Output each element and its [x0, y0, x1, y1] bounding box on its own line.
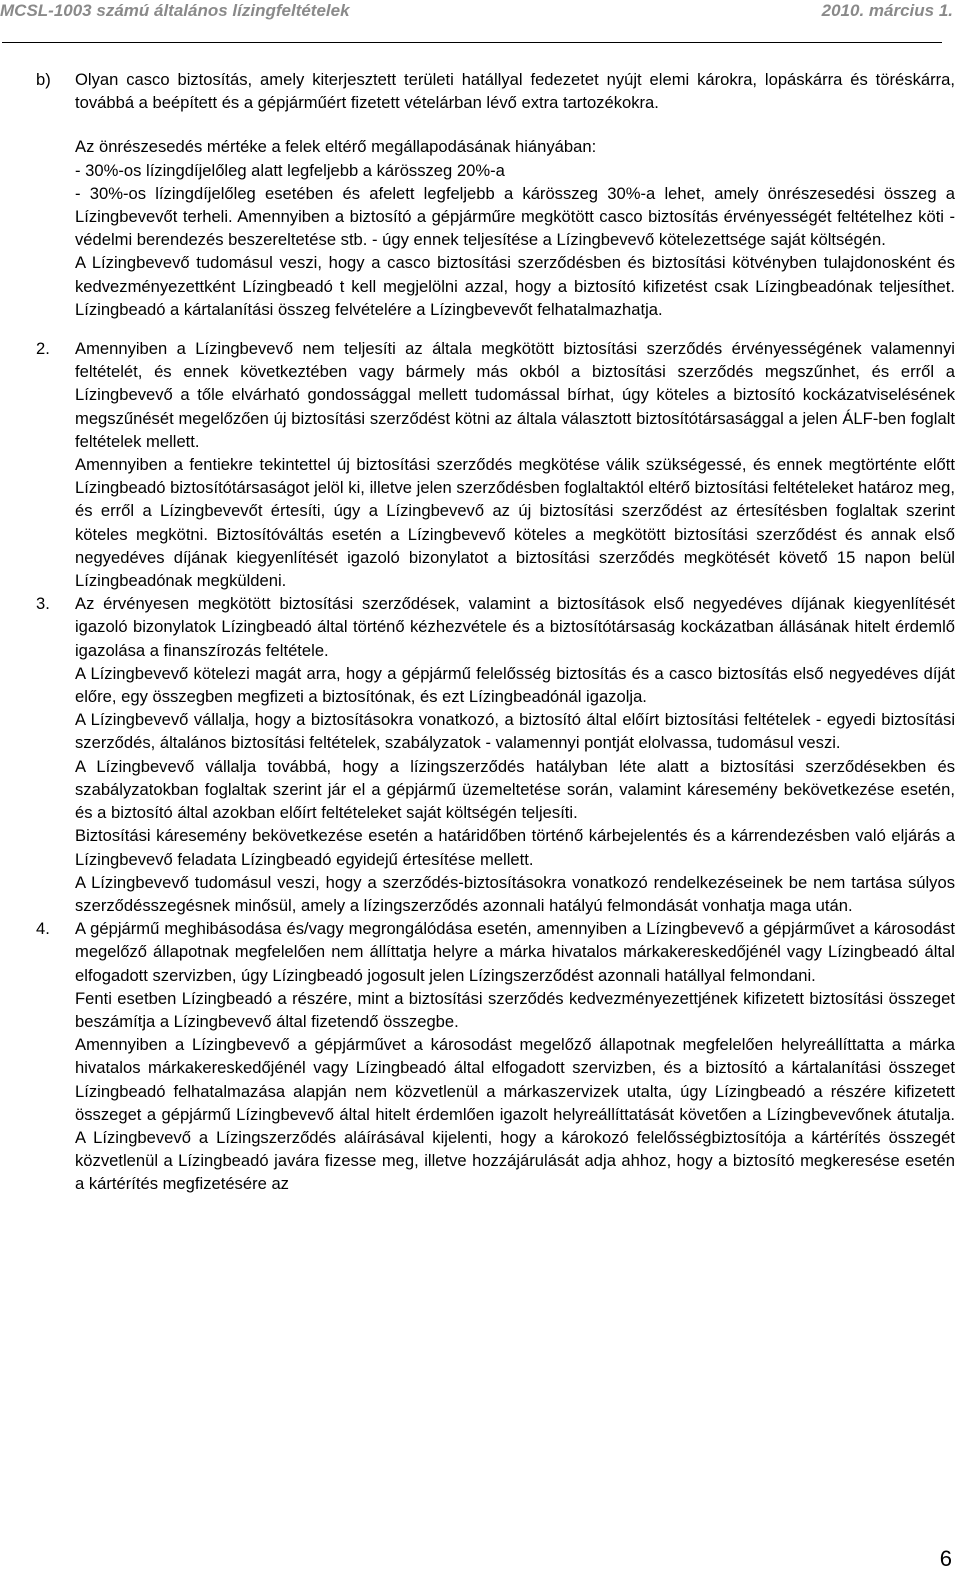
- section-3: [36, 592, 955, 917]
- section-paragraph: A gépjármű meghibásodása és/vagy megrongálódása esetén, amennyiben a Lízingbevevő a gépjárművet a károsodást megelőző állapotnak megfelelően nem állíttatja helyre a márka hivatalos márkakereskedőjénél vagy Lízingbeadó által elfogadott szervizben, úgy Lízingbeadó jogosult jelen Lízingszerződést azonnali hatállyal felmondani.: [75, 919, 955, 985]
- section-paragraph: A Lízingbevevő kötelezi magát arra, hogy a gépjármű felelősség biztosítás és a casco biztosítás első negyedéves díját előre, egy összegben megfizeti a biztosítónak, és ezt Lízingbeadónál igazolja.: [75, 663, 955, 707]
- clause-b-text: Olyan casco biztosítás, amely kiterjesztett területi hatállyal fedezetet nyújt elemi károkra, lopáskárra és töréskárra, továbbá a beépített és a gépjárműért fizetett vételárban lévő extra tartozékokra.: [75, 70, 955, 113]
- section-paragraph: Amennyiben a fentiekre tekintettel új biztosítási szerződés megkötése válik szükségessé, és ennek megtörténte előtt Lízingbeadó biztosítótársaságot jelöl ki, illetve jelen szerződésben foglaltaktól eltérő biztosítási feltételeket határoz meg, és erről a Lízingbevevőt értesíti, úgy a Lízingbevevő az új biztosítási szerződést az értesítésben foglaltak szerint köteles megkötni. Biztosítóváltás esetén a Lízingbevevő köteles a megkötött biztosítási szerződést és annak első negyedéves díjának kiegyenlítését igazoló bizonylatot a biztosítási szerződés megkötését követő 15 napon belül Lízingbeadónak megküldeni.: [75, 455, 955, 591]
- section-paragraph: A Lízingbevevő vállalja továbbá, hogy a lízingszerződés hatályban léte alatt a biztosítási szerződésekben és szabályzatokban foglaltak szerint jár el a gépjármű üzemeltetése során, valamint káresemény bekövetkezése esetén, és a biztosító által azokban előírt feltételeket saját költségén teljesíti.: [75, 756, 955, 823]
- section-2: [36, 337, 955, 592]
- section-body: [75, 917, 955, 1195]
- section-paragraph: Amennyiben a Lízingbevevő a gépjárművet a károsodást megelőző állapotnak megfelelően helyreállíttatta a márka hivatalos márkakereskedőjénél vagy Lízingbeadó által elfogadott szervizben, és a biztosító a kártalanítási összeget Lízingbeadó felhatalmazása alapján nem közvetlenül a márkaszervizek utalta, úgy Lízingbeadó a részére kifizetett összeget a gépjármű Lízingbevevő által hitelt érdemlően igazolt helyreállíttatását követően a Lízingbevevőnek átutalja. A Lízingbevevő a Lízingszerződés aláírásával kijelenti, hogy a károkozó felelősségbiztosítója a kártérítés összegét közvetlenül a Lízingbeadó javára fizesse meg, illetve hozzájárulását adja ahhoz, hogy a biztosító megkeresése esetén a kártérítés megfizetésére az: [75, 1035, 955, 1194]
- deductible-line-2: - 30%-os lízingdíjelőleg esetében és afelett legfeljebb a kárösszeg 30%-a lehet, amely önrészesedési összeg a Lízingbevevőt terheli. Amennyiben a biztosító a gépjárműre megkötött casco biztosítás érvényességét feltételhez köti - védelmi berendezés beszereltetése stb. - úgy ennek teljesítése a Lízingbevevő kötelezettsége saját költségén.: [75, 183, 955, 250]
- section-paragraph: A Lízingbevevő tudomásul veszi, hogy a szerződés-biztosításokra vonatkozó rendelkezéseinek be nem tartása súlyos szerződésszegésnek minősül, amely a lízingszerződés azonnali hatályú felmondását vonhatja maga után.: [75, 872, 955, 915]
- section-4: [36, 917, 955, 1195]
- clause-b: [36, 68, 955, 114]
- section-paragraph: Amennyiben a Lízingbevevő nem teljesíti az általa megkötött biztosítási szerződés érvényességének valamennyi feltételét, és ennek következtében vagy bármely más okból a biztosítási szerződés megszűnhet, és erről a Lízingbevevő a tőle elvárható gondossággal mellett tudomással bírhat, úgy köteles a biztosító kockázatviselésének megszűnését megelőzően új biztosítási szerződést kötni az általa választott biztosítótársasággal a jelen ÁLF-ben foglalt feltételek mellett.: [75, 339, 955, 451]
- section-paragraph: Az érvényesen megkötött biztosítási szerződések, valamint a biztosítások első negyedéves díjának kiegyenlítését igazoló bizonylatok Lízingbeadó által történő kézhezvétele és a biztosítótársaság kockázatban állásának hitelt érdemlő igazolása a finanszírozás feltétele.: [75, 594, 955, 660]
- page-header: [0, 0, 960, 30]
- section-paragraph: Fenti esetben Lízingbeadó a részére, mint a biztosítási szerződés kedvezményezettjének kifizetett biztosítási összeget beszámítja a Lízingbevevő által fizetendő összegbe.: [75, 988, 955, 1031]
- document-body: [36, 68, 955, 1196]
- section-number: 3.: [36, 594, 50, 614]
- page-number: 6: [939, 1546, 952, 1571]
- document-date: 2010. március 1.: [821, 1, 953, 20]
- section-paragraph: Biztosítási káresemény bekövetkezése esetén a határidőben történő kárbejelentés és a kárrendezésben való eljárás a Lízingbevevő feladata Lízingbeadó egyidejű értesítése mellett.: [75, 826, 955, 869]
- spacer: [36, 114, 955, 135]
- spacer: [36, 321, 955, 337]
- header-divider: [2, 42, 942, 43]
- section-body: [75, 337, 955, 592]
- section-number: 2.: [36, 339, 50, 359]
- section-paragraph: A Lízingbevevő vállalja, hogy a biztosításokra vonatkozó, a biztosító által előírt biztosítási feltételek - egyedi biztosítási szerződés, általános biztosítási feltételek, szabályzatok - valamennyi pontját elolvassa, tudomásul veszi.: [75, 710, 955, 753]
- deductible-block: [75, 135, 955, 321]
- deductible-line-3: A Lízingbevevő tudomásul veszi, hogy a casco biztosítási szerződésben és biztosítási kötvényben tulajdonosként és kedvezményezettként Lízingbeadó t kell megjelölni azzal, hogy a biztosító kifizetést csak Lízingbeadónak teljesíthet. Lízingbeadó a kártalanítási összeg felvételére a Lízingbevevőt felhatalmazhatja.: [75, 253, 955, 319]
- deductible-line-1: - 30%-os lízingdíjelőleg alatt legfeljebb a kárösszeg 20%-a: [75, 160, 505, 180]
- deductible-intro: Az önrészesedés mértéke a felek eltérő megállapodásának hiányában:: [75, 137, 597, 157]
- clause-b-label: b): [36, 70, 51, 89]
- document-title: MCSL-1003 számú általános lízingfeltételek: [0, 1, 350, 20]
- section-body: [75, 592, 955, 917]
- section-number: 4.: [36, 919, 50, 939]
